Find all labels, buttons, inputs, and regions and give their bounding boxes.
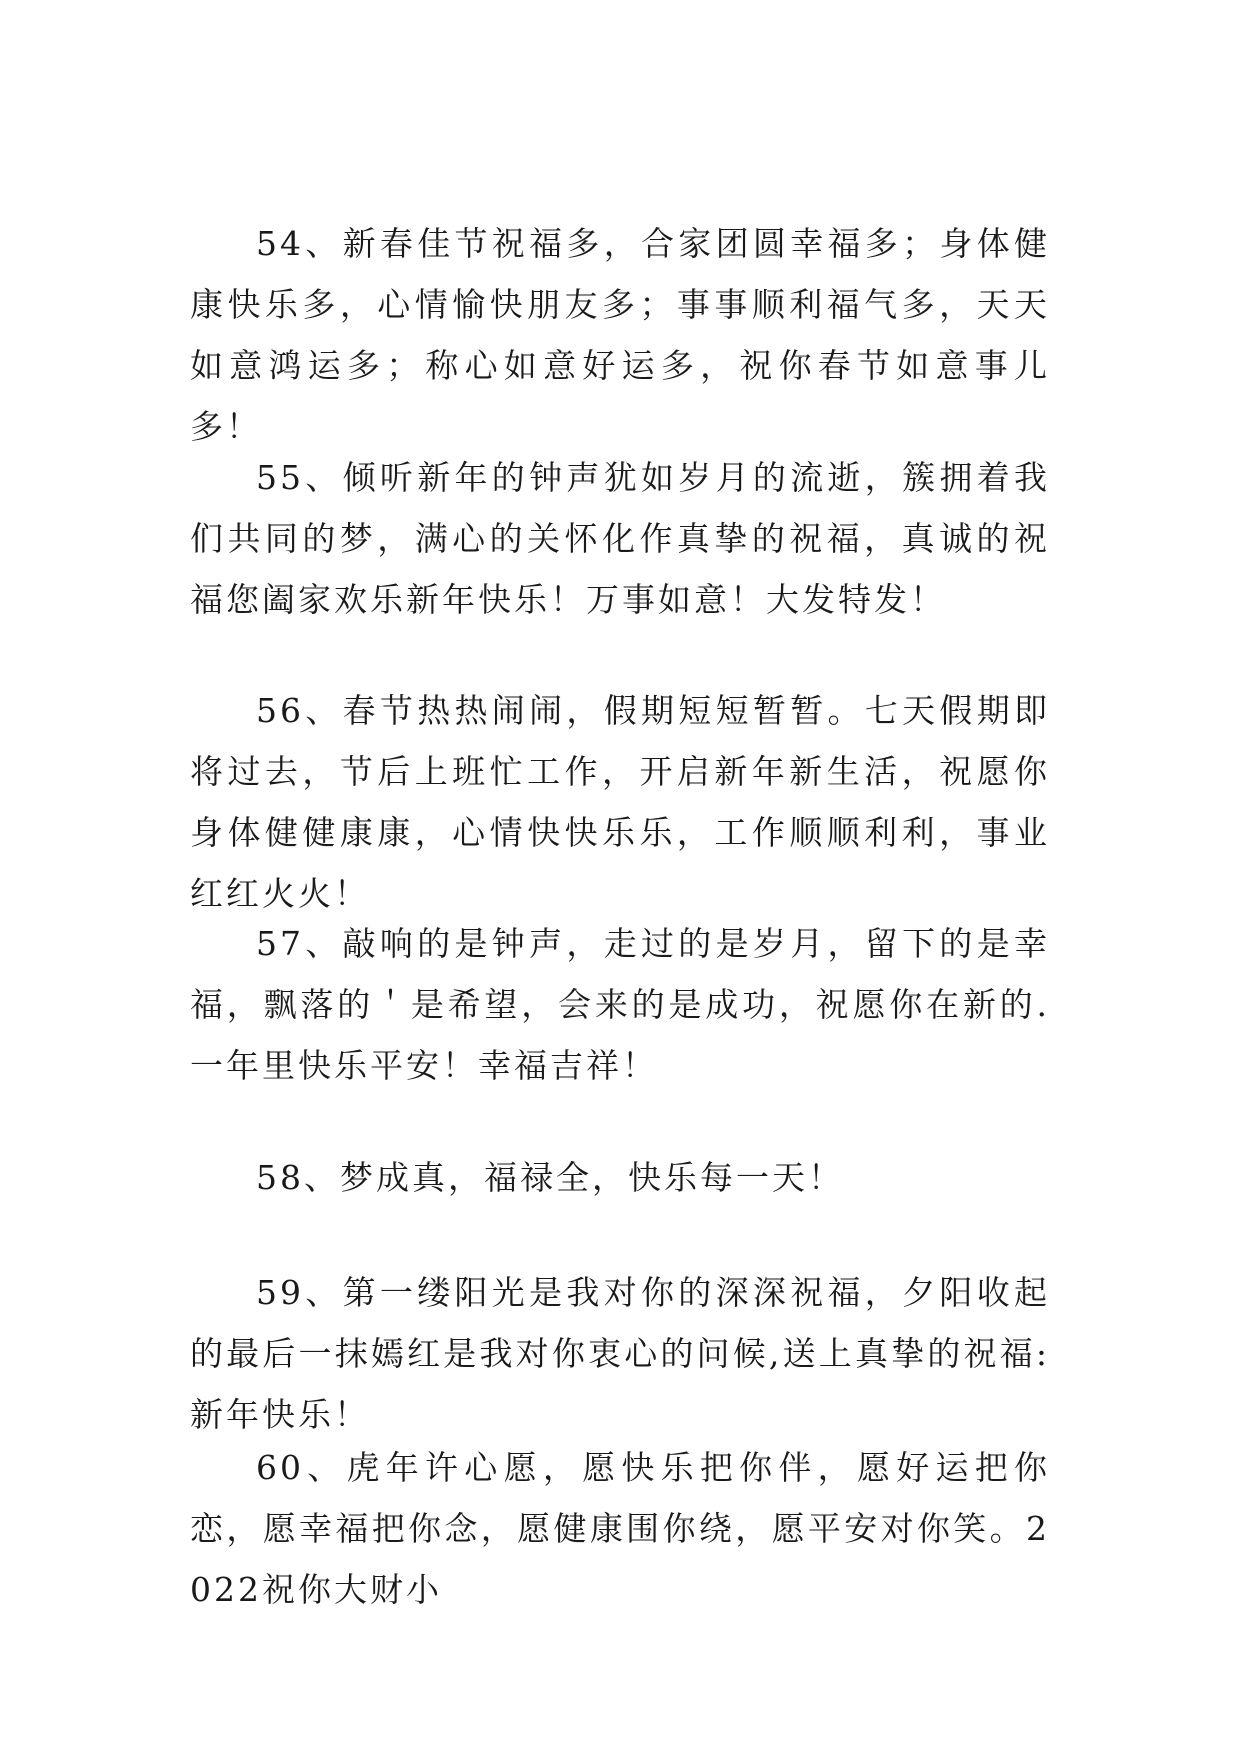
paragraph-55: 55、倾听新年的钟声犹如岁月的流逝，簇拥着我们共同的梦，满心的关怀化作真挚的祝福，真诚的祝福您阖家欢乐新年快乐！万事如意！大发特发！ bbox=[190, 458, 1050, 619]
paragraph-60: 60、虎年许心愿，愿快乐把你伴，愿好运把你恋，愿幸福把你念，愿健康围你绕，愿平安对你笑。2022祝你大财小 bbox=[190, 1448, 1050, 1609]
paragraph-58: 58、梦成真，福禄全，快乐每一天！ bbox=[256, 1158, 844, 1197]
paragraph-57: 57、敲响的是钟声，走过的是岁月，留下的是幸福，飘落的＇是希望，会来的是成功，祝愿你在新的.一年里快乐平安！幸福吉祥！ bbox=[190, 924, 1050, 1085]
paragraph-59: 59、第一缕阳光是我对你的深深祝福，夕阳收起的最后一抹嫣红是我对你衷心的问候,送上真挚的祝福:新年快乐！ bbox=[190, 1273, 1050, 1434]
paragraph-56: 56、春节热热闹闹，假期短短暂暂。七天假期即将过去，节后上班忙工作，开启新年新生活，祝愿你身体健健康康，心情快快乐乐，工作顺顺利利，事业红红火火！ bbox=[190, 691, 1050, 913]
paragraph-54: 54、新春佳节祝福多，合家团圆幸福多；身体健康快乐多，心情愉快朋友多；事事顺利福气多，天天如意鸿运多；称心如意好运多，祝你春节如意事儿多！ bbox=[190, 224, 1050, 446]
